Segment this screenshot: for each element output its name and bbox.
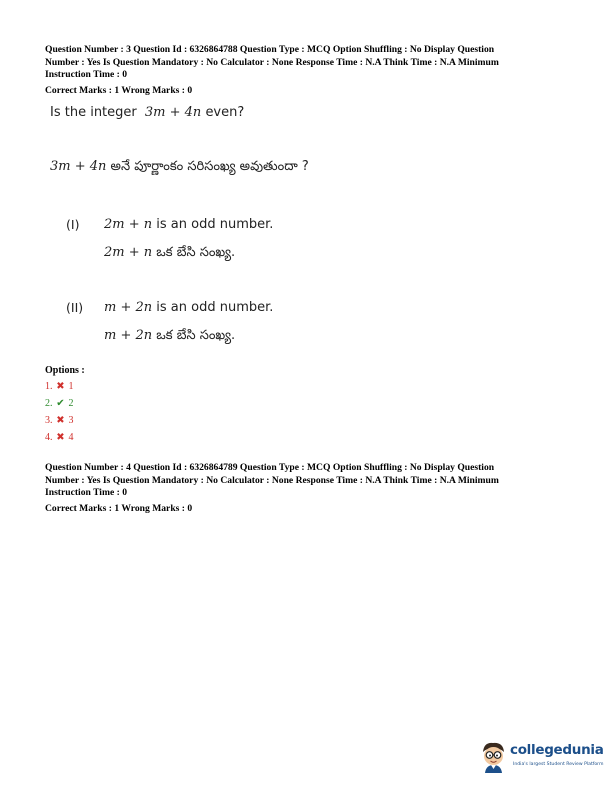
question-text-telugu (50, 159, 309, 177)
logo-name: collegedunia (510, 742, 604, 758)
question-te-expression: 3m + 4n (50, 159, 107, 174)
option-3-number: 3. (45, 415, 53, 426)
statement-2-text-en: is an odd number. (156, 300, 274, 315)
option-1-value: 1 (68, 381, 74, 392)
question-text-english (50, 105, 244, 120)
question-4-meta-line-3: Instruction Time : 0 (45, 487, 127, 499)
check-icon: ✔ (56, 398, 65, 409)
statement-1-expr-en: 2m + n (104, 217, 153, 232)
cross-icon: ✖ (56, 381, 65, 392)
option-2-value: 2 (68, 398, 74, 409)
question-3-meta-line-1: Question Number : 3 Question Id : 6326864788 Question Type : MCQ Option Shuffling : No Display Question (45, 44, 495, 55)
option-4 (45, 432, 74, 443)
statement-1-expr-te: 2m + n (104, 245, 153, 260)
collegedunia-logo[interactable] (478, 736, 604, 784)
statement-1-text-te: ఒక బేసి సంఖ్య. (156, 245, 236, 260)
cross-icon: ✖ (56, 432, 65, 443)
cross-icon: ✖ (56, 415, 65, 426)
question-en-expression: 3m + 4n (144, 105, 202, 120)
question-4-meta-line-1: Question Number : 4 Question Id : 6326864789 Question Type : MCQ Option Shuffling : No Display Question (45, 462, 495, 473)
question-en-suffix: even? (205, 105, 245, 120)
statement-1-text-en: is an odd number. (156, 217, 274, 232)
question-4-marks: Correct Marks : 1 Wrong Marks : 0 (45, 502, 193, 514)
statement-2-english (104, 300, 273, 315)
statement-1-english (104, 217, 273, 232)
statement-2-text-te: ఒక బేసి సంఖ్య. (156, 328, 236, 343)
option-2-number: 2. (45, 398, 53, 409)
statement-1-label: (I) (66, 217, 80, 232)
question-3-marks: Correct Marks : 1 Wrong Marks : 0 (45, 84, 193, 96)
option-4-number: 4. (45, 432, 53, 443)
question-4-meta-line-2: Number : Yes Is Question Mandatory : No Calculator : None Response Time : N.A Think Time : N.A Minimum (45, 474, 499, 486)
statement-2-expr-en: m + 2n (104, 300, 153, 315)
mascot-icon (478, 740, 508, 780)
option-1-number: 1. (45, 381, 53, 392)
option-4-value: 4 (68, 432, 74, 443)
question-3-header (45, 44, 575, 97)
question-en-prefix: Is the integer (50, 105, 137, 120)
question-3-meta-line-3: Instruction Time : 0 (45, 69, 127, 81)
statement-1-telugu (104, 245, 235, 263)
option-3 (45, 415, 74, 426)
statement-2-label: (II) (66, 300, 84, 315)
option-1 (45, 381, 74, 392)
statement-2-telugu (104, 328, 235, 346)
question-3-meta-line-2: Number : Yes Is Question Mandatory : No Calculator : None Response Time : N.A Think Time : N.A Minimum (45, 56, 499, 68)
statement-2-expr-te: m + 2n (104, 328, 153, 343)
option-2 (45, 398, 74, 409)
logo-tagline: India's largest Student Review Platform (513, 762, 604, 767)
question-4-header (45, 462, 575, 515)
question-te-text: అనే పూర్ణాంకం సరిసంఖ్య అవుతుందా ? (110, 159, 309, 174)
option-3-value: 3 (68, 415, 74, 426)
options-title: Options : (45, 365, 85, 376)
